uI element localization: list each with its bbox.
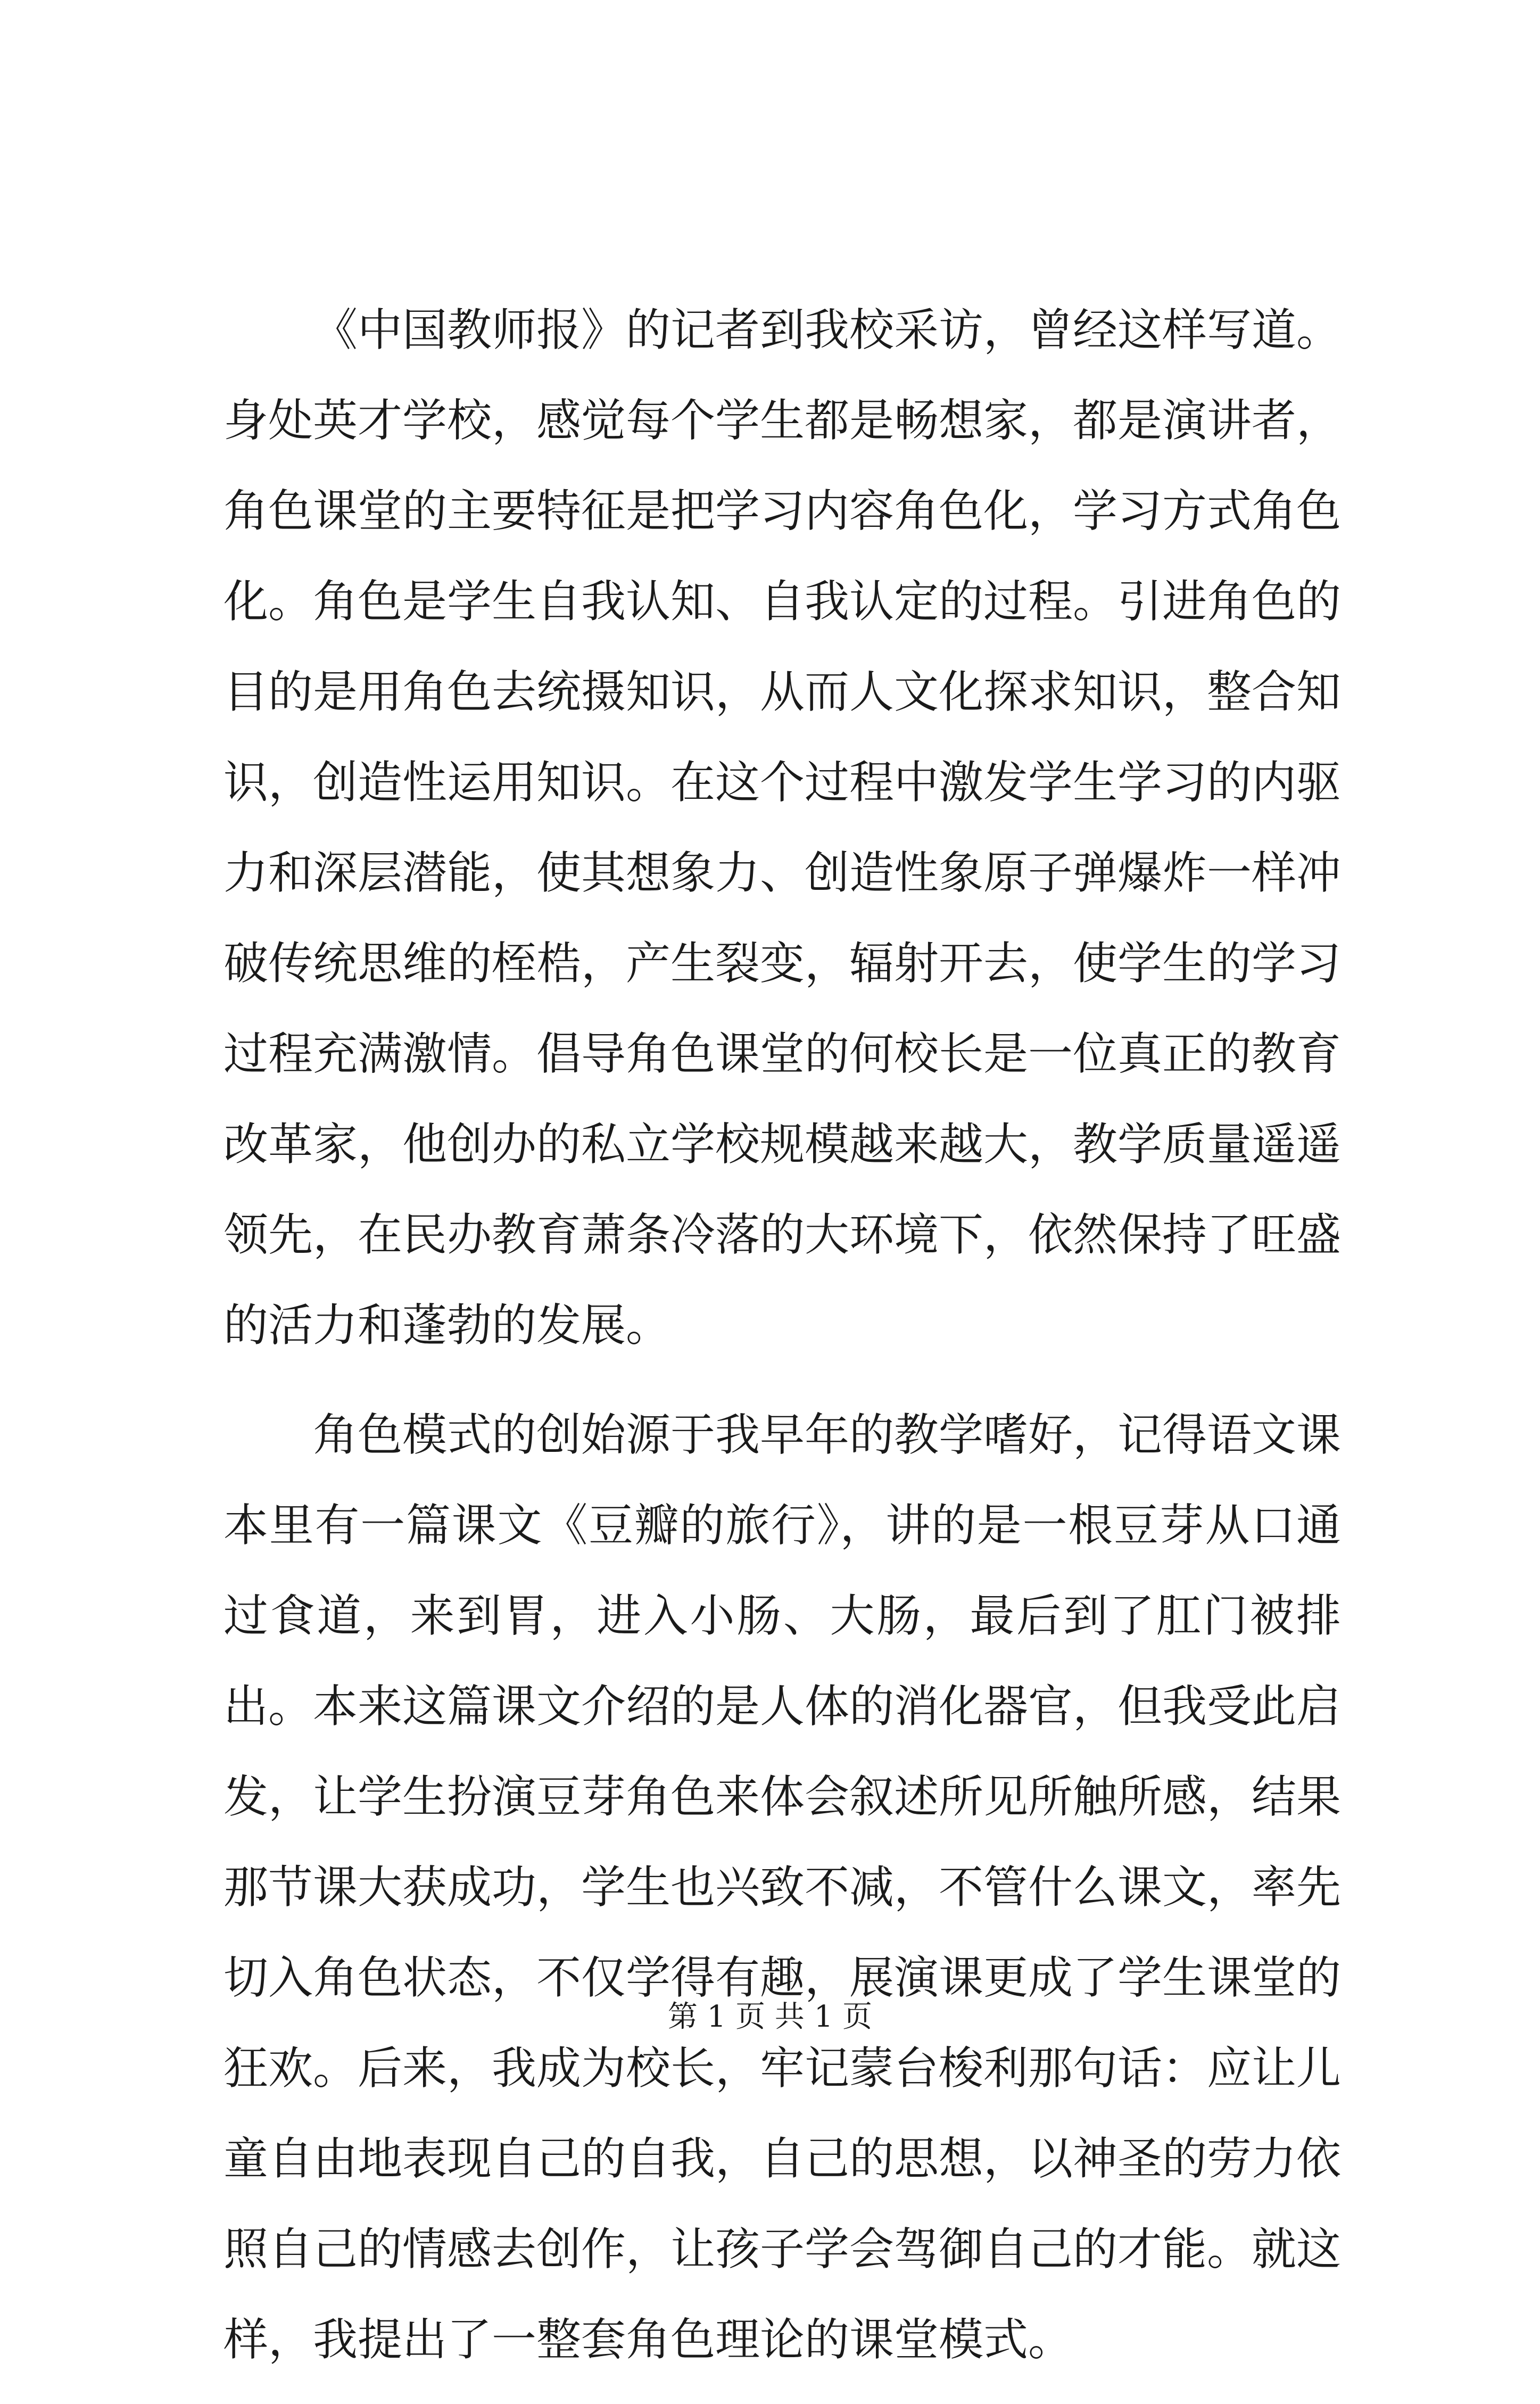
paragraph-1: 《中国教师报》的记者到我校采访，曾经这样写道。身处英才学校，感觉每个学生都是畅想家，都是演讲者，角色课堂的主要特征是把学习内容角色化，学习方式角色化。角色是学生自我认知、自我认定的过程。引进角色的目的是用角色去统摄知识，从而人文化探求知识，整合知识，创造性运用知识。在这个过程中激发学生学习的内驱力和深层潜能，使其想象力、创造性象原子弹爆炸一样冲破传统思维的桎梏，产生裂变，辐射开去，使学生的学习过程充满激情。倡导角色课堂的何校长是一位真正的教育改革家，他创办的私立学校规模越来越大，教学质量遥遥领先，在民办教育萧条冷落的大环境下，依然保持了旺盛的活力和蓬勃的发展。 (223, 304, 1342, 1351)
document-body (223, 285, 1341, 2404)
page-footer: 第 1 页 共 1 页 (667, 2000, 873, 2034)
paragraph-2: 角色模式的创始源于我早年的教学嗜好，记得语文课本里有一篇课文《豆瓣的旅行》，讲的是一根豆芽从口通过食道，来到胃，进入小肠、大肠，最后到了肛门被排出。本来这篇课文介绍的是人体的消化器官，但我受此启发，让学生扮演豆芽角色来体会叙述所见所触所感，结果那节课大获成功，学生也兴致不减，不管什么课文，率先切入角色状态，不仅学得有趣，展演课更成了学生课堂的狂欢。后来，我成为校长，牢记蒙台梭利那句话：应让儿童自由地表现自己的自我，自己的思想，以神圣的劳力依照自己的情感去创作，让孩子学会驾御自己的才能。就这样，我提出了一整套角色理论的课堂模式。 (223, 1409, 1342, 2366)
